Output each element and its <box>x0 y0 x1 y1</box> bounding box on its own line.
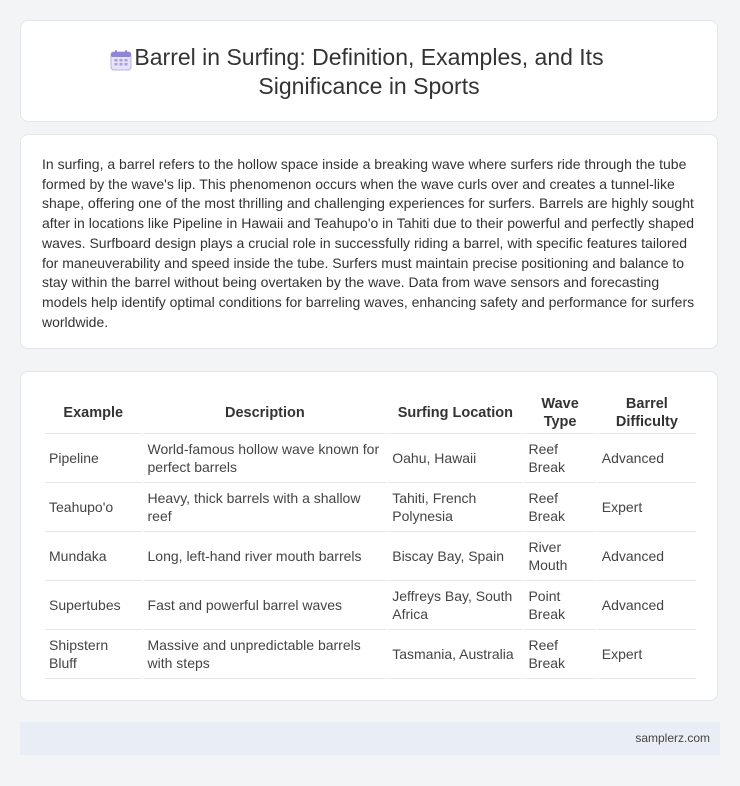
cell-wave-type: Reef Break <box>524 434 595 483</box>
table-header-row <box>45 392 696 434</box>
footer-site-link[interactable]: samplerz.com <box>635 731 710 745</box>
header-description: Description <box>144 392 387 434</box>
table-row <box>45 630 696 679</box>
cell-location: Tasmania, Australia <box>388 630 522 679</box>
header-surfing-location: Surfing Location <box>388 392 522 434</box>
cell-description: World-famous hollow wave known for perfect barrels <box>144 434 387 483</box>
table-row <box>45 483 696 532</box>
page-title-line-2: Significance in Sports <box>258 73 480 99</box>
page-title <box>21 43 717 101</box>
cell-example: Pipeline <box>45 434 142 483</box>
header-example: Example <box>45 392 142 434</box>
cell-description: Heavy, thick barrels with a shallow reef <box>144 483 387 532</box>
header-card <box>20 20 718 122</box>
cell-example: Supertubes <box>45 581 142 630</box>
cell-location: Oahu, Hawaii <box>388 434 522 483</box>
examples-table <box>43 392 698 679</box>
header-barrel-difficulty: Barrel Difficulty <box>598 392 696 434</box>
cell-description: Fast and powerful barrel waves <box>144 581 387 630</box>
table-row <box>45 581 696 630</box>
intro-card <box>20 134 718 349</box>
header-wave-type: Wave Type <box>524 392 595 434</box>
footer-bar <box>20 722 720 755</box>
cell-wave-type: Point Break <box>524 581 595 630</box>
cell-location: Biscay Bay, Spain <box>388 532 522 581</box>
cell-wave-type: River Mouth <box>524 532 595 581</box>
cell-location: Tahiti, French Polynesia <box>388 483 522 532</box>
table-row <box>45 434 696 483</box>
intro-paragraph: In surfing, a barrel refers to the hollow space inside a breaking wave where surfers ride through the tube formed by the wave's lip. This phenomenon occurs when the wave curls over and creates a tunnel-like shape, offering one of the most thrilling and challenging experiences for surfers. Barrels are highly sought after in locations like Pipeline in Hawaii and Teahupo'o in Tahiti due to their powerful and perfectly shaped waves. Surfboard design plays a crucial role in successfully riding a barrel, with specific features tailored for maneuverability and speed inside the tube. Surfers must maintain precise positioning and balance to stay within the barrel without being overtaken by the wave. Data from wave sensors and forecasting models help identify optimal conditions for barreling waves, enhancing safety and performance for surfers worldwide. <box>42 156 695 330</box>
table-card <box>20 371 718 701</box>
cell-wave-type: Reef Break <box>524 630 595 679</box>
cell-difficulty: Advanced <box>598 581 696 630</box>
table-row <box>45 532 696 581</box>
cell-difficulty: Advanced <box>598 434 696 483</box>
cell-wave-type: Reef Break <box>524 483 595 532</box>
cell-difficulty: Expert <box>598 483 696 532</box>
cell-example: Shipstern Bluff <box>45 630 142 679</box>
cell-example: Teahupo'o <box>45 483 142 532</box>
cell-difficulty: Advanced <box>598 532 696 581</box>
cell-description: Long, left-hand river mouth barrels <box>144 532 387 581</box>
cell-difficulty: Expert <box>598 630 696 679</box>
page-title-line-1: Barrel in Surfing: Definition, Examples, and Its <box>134 44 604 70</box>
cell-example: Mundaka <box>45 532 142 581</box>
cell-location: Jeffreys Bay, South Africa <box>388 581 522 630</box>
cell-description: Massive and unpredictable barrels with steps <box>144 630 387 679</box>
